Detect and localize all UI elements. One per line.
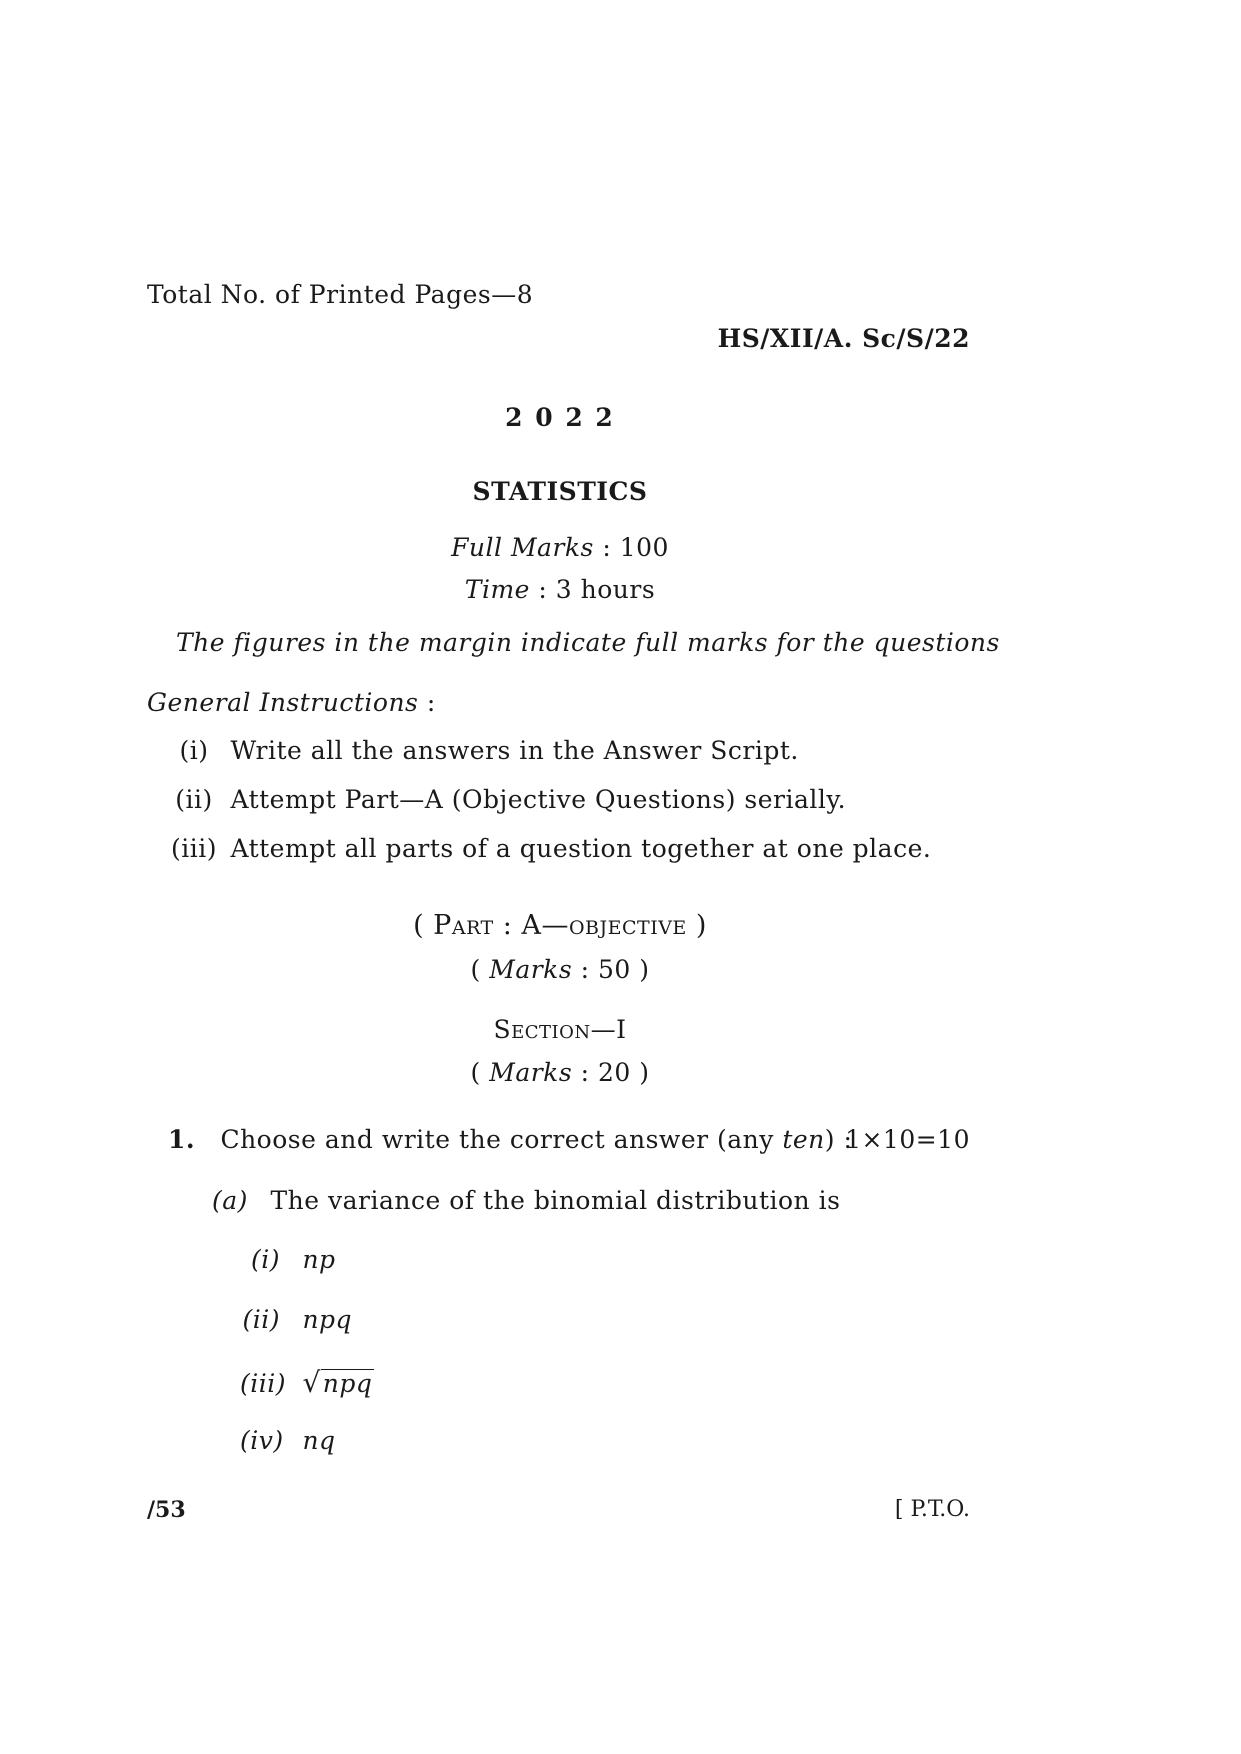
full-marks-value: : 100 <box>602 533 669 562</box>
instruction-text: Write all the answers in the Answer Script. <box>230 736 799 765</box>
option <box>240 1426 336 1455</box>
full-marks-label: Full Marks <box>451 533 594 562</box>
part-title: ( Part : A—objective ) <box>413 910 707 941</box>
paper-code: HS/XII/A. Sc/S/22 <box>717 324 970 353</box>
instructions-heading-label: General Instructions <box>147 688 419 717</box>
full-marks <box>0 533 1120 562</box>
sub-question-a <box>212 1186 840 1215</box>
instruction-text: Attempt Part—A (Objective Questions) serially. <box>230 785 847 814</box>
instruction-num: (i) <box>179 736 209 765</box>
subject-title: STATISTICS <box>472 477 648 506</box>
option <box>240 1305 352 1334</box>
time <box>0 575 1120 604</box>
question-number: 1. <box>168 1125 196 1154</box>
option-text: nq <box>302 1426 336 1455</box>
exam-year: 2 0 2 2 <box>505 403 615 432</box>
option-text: npq <box>302 1305 353 1334</box>
option-num: (iii) <box>240 1369 286 1398</box>
option-num: (i) <box>250 1245 280 1274</box>
sub-question-label: (a) <box>212 1186 248 1215</box>
question-1 <box>168 1125 852 1154</box>
instruction-num: (iii) <box>171 834 217 863</box>
time-label: Time <box>464 575 530 604</box>
part-marks <box>0 955 1120 984</box>
question-text-italic: ten <box>782 1125 825 1154</box>
part-marks-open: ( <box>470 955 481 984</box>
option-num: (iv) <box>240 1426 284 1455</box>
instruction-item <box>166 785 846 814</box>
part-marks-label: Marks <box>489 955 573 984</box>
option <box>240 1366 374 1399</box>
instruction-item <box>166 834 931 863</box>
instructions-heading <box>147 688 436 717</box>
section-marks <box>0 1058 1120 1087</box>
option <box>240 1245 336 1274</box>
question-marks: 1×10=10 <box>845 1125 970 1154</box>
option-num: (ii) <box>242 1305 280 1334</box>
section-marks-open: ( <box>470 1058 481 1087</box>
margin-note: The figures in the margin indicate full marks for the questions <box>176 628 1000 657</box>
instruction-num: (ii) <box>175 785 213 814</box>
option-text: npq <box>322 1369 373 1398</box>
total-pages: Total No. of Printed Pages—8 <box>147 280 534 309</box>
instruction-item <box>166 736 799 765</box>
time-value: : 3 hours <box>538 575 656 604</box>
section-marks-value: : 20 ) <box>580 1058 650 1087</box>
instructions-heading-colon: : <box>426 688 436 717</box>
section-title: Section—I <box>493 1015 627 1044</box>
option-text: np <box>302 1245 336 1274</box>
question-text: Choose and write the correct answer (any <box>220 1125 774 1154</box>
sqrt-symbol: √ <box>302 1366 321 1399</box>
page-code: /53 <box>147 1497 186 1523</box>
part-marks-value: : 50 ) <box>580 955 650 984</box>
section-marks-label: Marks <box>489 1058 573 1087</box>
instruction-text: Attempt all parts of a question together at one place. <box>230 834 932 863</box>
pto-note: [ P.T.O. <box>894 1497 970 1522</box>
question-text-end: ) : <box>824 1125 853 1154</box>
sub-question-text: The variance of the binomial distribution is <box>270 1186 841 1215</box>
